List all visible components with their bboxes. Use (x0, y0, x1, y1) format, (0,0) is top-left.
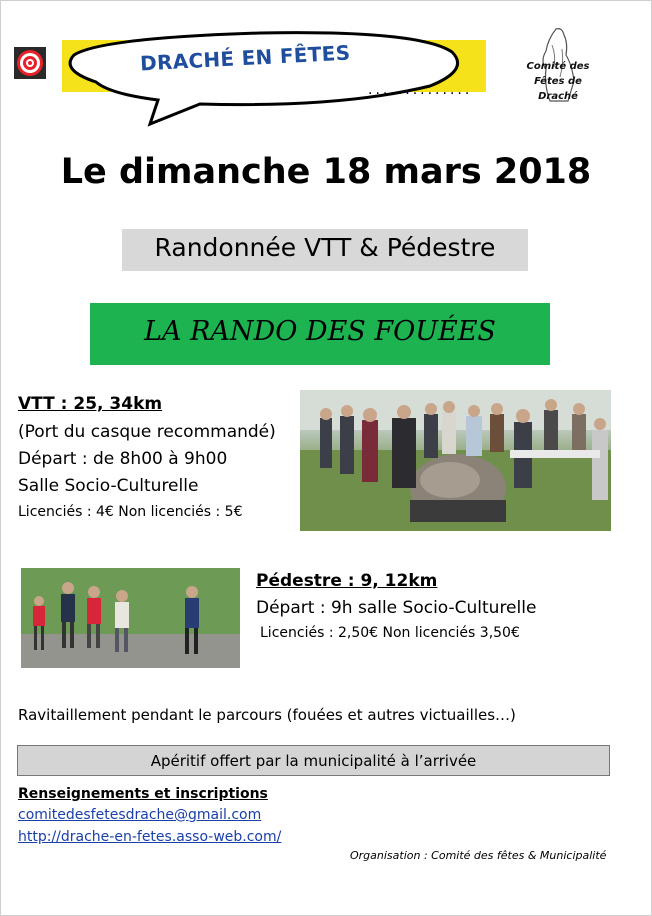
target-icon (14, 47, 46, 79)
contact-url-link[interactable]: http://drache-en-fetes.asso-web.com/ (18, 829, 282, 845)
vtt-helmet: (Port du casque recommandé) (18, 422, 276, 442)
rando-banner (90, 303, 550, 365)
header-dots: .............. (368, 82, 473, 98)
ravitaillement-text: Ravitaillement pendant le parcours (fouées et autres victuailles…) (18, 706, 516, 724)
event-subtitle: Randonnée VTT & Pédestre (154, 233, 496, 262)
logo-text: Comité des Fêtes de Draché (526, 61, 590, 102)
pedestre-photo (21, 568, 240, 668)
pedestre-title: Pédestre : 9, 12km (256, 571, 438, 591)
event-date-title: Le dimanche 18 mars 2018 (60, 152, 592, 192)
pedestre-depart: Départ : 9h salle Socio-Culturelle (256, 598, 537, 618)
pedestre-prices: Licenciés : 2,50€ Non licenciés 3,50€ (260, 625, 520, 641)
vtt-photo (300, 390, 611, 531)
header-title: DRACHÉ EN FÊTES (139, 40, 351, 76)
contact-title: Renseignements et inscriptions (18, 786, 268, 802)
aperitif-box (17, 745, 610, 776)
vtt-place: Salle Socio-Culturelle (18, 476, 199, 496)
vtt-depart: Départ : de 8h00 à 9h00 (18, 449, 228, 469)
vtt-prices: Licenciés : 4€ Non licenciés : 5€ (18, 504, 243, 520)
organisation-text: Organisation : Comité des fêtes & Municipalité (350, 849, 607, 862)
vtt-title: VTT : 25, 34km (18, 394, 163, 414)
aperitif-text: Apéritif offert par la municipalité à l’arrivée (150, 752, 477, 770)
contact-email-link[interactable]: comitedesfetesdrache@gmail.com (18, 807, 262, 823)
rando-banner-text: LA RANDO DES FOUÉES (144, 316, 496, 347)
